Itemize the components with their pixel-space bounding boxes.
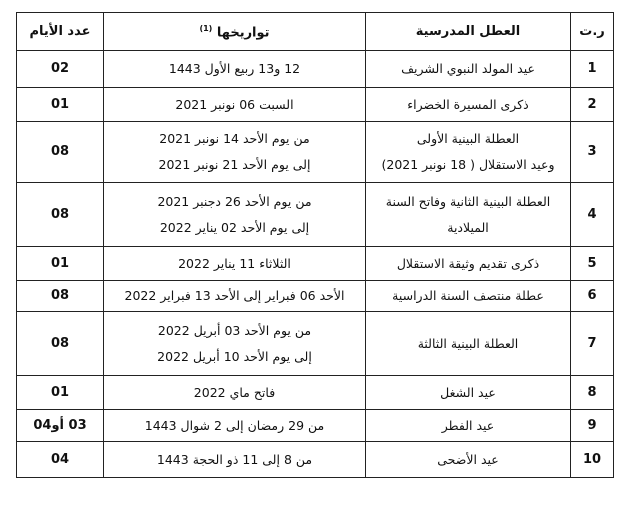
table-row <box>17 88 614 122</box>
row-dates <box>104 376 366 410</box>
row-holiday <box>366 281 571 312</box>
row-dates <box>104 442 366 478</box>
holiday-text: عيد الشغل <box>440 384 496 400</box>
row-dates <box>104 247 366 281</box>
row-index: 6 <box>571 281 614 312</box>
table-row <box>17 281 614 312</box>
holiday-text: عيد الفطر <box>441 417 495 433</box>
row-holiday <box>366 312 571 376</box>
row-days: 08 <box>17 281 104 312</box>
row-holiday <box>366 442 571 478</box>
header-days: عدد الأيام <box>17 13 104 51</box>
row-index: 3 <box>571 122 614 183</box>
table-row <box>17 122 614 183</box>
header-holiday: العطل المدرسية <box>366 13 571 51</box>
header-dates <box>104 13 366 51</box>
row-dates <box>104 88 366 122</box>
row-index: 9 <box>571 410 614 442</box>
row-holiday <box>366 88 571 122</box>
row-days: 08 <box>17 183 104 247</box>
dates-text: السبت 06 نونبر 2021 <box>175 96 294 112</box>
header-index: ر.ت <box>571 13 614 51</box>
row-index: 8 <box>571 376 614 410</box>
row-dates <box>104 410 366 442</box>
dates-text: 12 و13 ربيع الأول 1443 <box>168 61 301 76</box>
row-days: 01 <box>17 88 104 122</box>
dates-text: من يوم الأحد 14 نونبر 2021 <box>159 131 310 146</box>
table-row <box>17 247 614 281</box>
holiday-text: الميلادية <box>447 219 489 235</box>
row-index: 1 <box>571 51 614 88</box>
row-dates <box>104 183 366 247</box>
table-row <box>17 410 614 442</box>
row-days: 08 <box>17 122 104 183</box>
dates-text: إلى يوم الأحد 21 نونبر 2021 <box>158 157 311 172</box>
holiday-text: العطلة البينية الثالثة <box>417 335 519 351</box>
dates-text: من 8 إلى 11 ذو الحجة 1443 <box>156 451 313 467</box>
row-dates <box>104 312 366 376</box>
holiday-text: عيد المولد النبوي الشريف <box>401 61 535 76</box>
header-dates-label: تواريخها <box>216 25 270 41</box>
holiday-text: عطلة منتصف السنة الدراسية <box>392 288 544 303</box>
row-days: 01 <box>17 247 104 281</box>
dates-text: الثلاثاء 11 يناير 2022 <box>178 255 291 271</box>
row-days: 08 <box>17 312 104 376</box>
row-index: 2 <box>571 88 614 122</box>
holidays-table <box>16 12 614 478</box>
holiday-text: عيد الأضحى <box>437 451 499 467</box>
header-row <box>17 13 614 51</box>
row-holiday <box>366 376 571 410</box>
row-days: 02 <box>17 51 104 88</box>
holiday-text: العطلة البينية الأولى <box>416 131 520 146</box>
table-row <box>17 183 614 247</box>
row-index: 4 <box>571 183 614 247</box>
row-days: 03 أو04 <box>17 410 104 442</box>
dates-text: من 29 رمضان إلى 2 شوال 1443 <box>144 417 325 433</box>
table-row <box>17 442 614 478</box>
row-holiday <box>366 183 571 247</box>
holiday-text: وعيد الاستقلال ( 18 نونبر 2021) <box>381 157 555 172</box>
table-row <box>17 51 614 88</box>
dates-text: من يوم الأحد 26 دجنبر 2021 <box>157 193 312 209</box>
table-row <box>17 312 614 376</box>
row-dates <box>104 51 366 88</box>
dates-text: إلى يوم الأحد 10 أبريل 2022 <box>157 348 312 364</box>
row-holiday <box>366 122 571 183</box>
row-index: 7 <box>571 312 614 376</box>
row-days: 04 <box>17 442 104 478</box>
dates-text: إلى يوم الأحد 02 يناير 2022 <box>159 219 310 235</box>
header-dates-footnote: (1) <box>199 24 213 34</box>
row-index: 10 <box>571 442 614 478</box>
dates-text: من يوم الأحد 03 أبريل 2022 <box>157 322 312 338</box>
dates-text: فاتح ماي 2022 <box>193 384 276 400</box>
holiday-text: ذكرى تقديم وثيقة الاستقلال <box>396 255 540 271</box>
row-holiday <box>366 410 571 442</box>
holiday-text: ذكرى المسيرة الخضراء <box>407 96 529 112</box>
row-days: 01 <box>17 376 104 410</box>
row-holiday <box>366 51 571 88</box>
row-index: 5 <box>571 247 614 281</box>
row-dates <box>104 122 366 183</box>
table-row <box>17 376 614 410</box>
row-holiday <box>366 247 571 281</box>
holiday-text: العطلة البينية الثانية وفاتح السنة <box>385 193 551 209</box>
dates-text: الأحد 06 فبراير إلى الأحد 13 فبراير 2022 <box>124 288 345 303</box>
row-dates <box>104 281 366 312</box>
